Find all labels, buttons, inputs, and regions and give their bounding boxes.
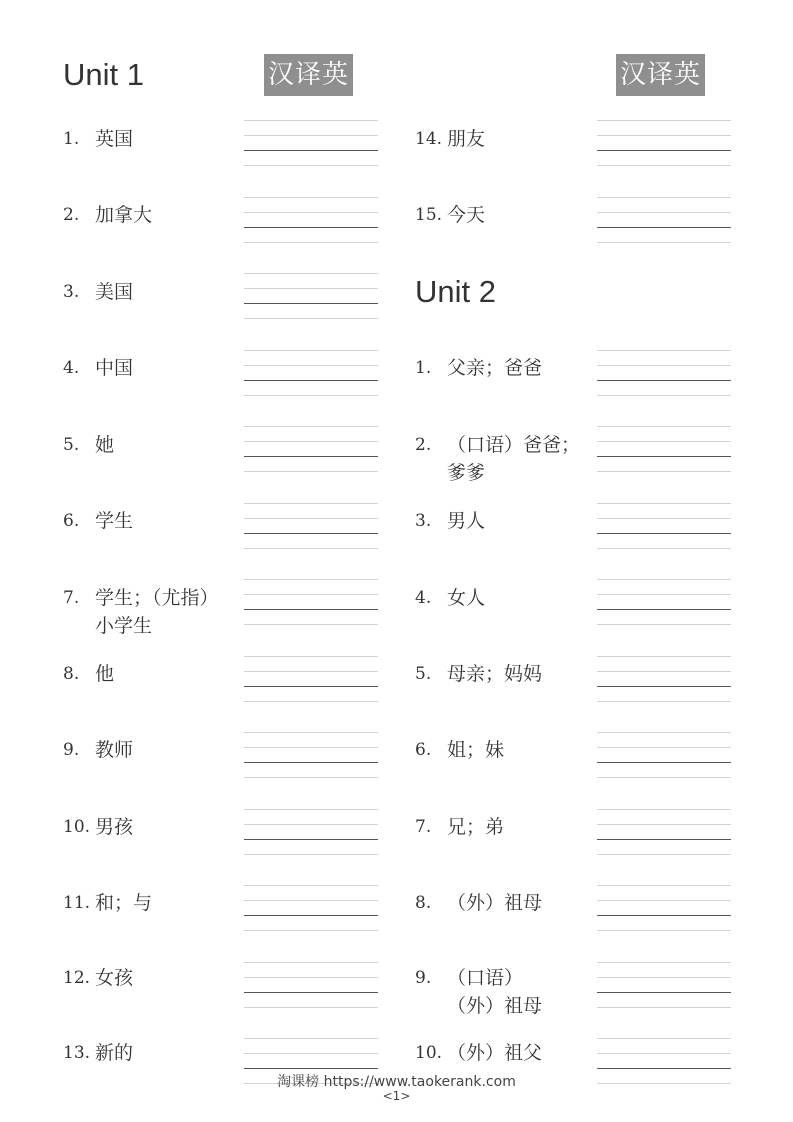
- answer-guide-line: [244, 686, 378, 687]
- item-number: 2.: [63, 205, 80, 225]
- answer-blank[interactable]: [597, 656, 731, 660]
- answer-guide-line: [597, 824, 731, 825]
- answer-guide-line: [597, 1053, 731, 1054]
- list-item: [415, 1039, 542, 1067]
- answer-guide-line: [244, 579, 378, 580]
- answer-guide-line: [244, 471, 378, 472]
- chinese-to-english-badge-left: 汉译英: [264, 54, 353, 96]
- answer-guide-line: [597, 212, 731, 213]
- item-number: 8.: [63, 664, 80, 684]
- answer-guide-line: [244, 518, 378, 519]
- answer-guide-line: [597, 747, 731, 748]
- answer-guide-line: [244, 212, 378, 213]
- answer-guide-line: [597, 594, 731, 595]
- answer-guide-line: [244, 885, 378, 886]
- list-item: [415, 201, 485, 229]
- list-item: [415, 964, 542, 1020]
- answer-guide-line: [597, 135, 731, 136]
- answer-guide-line: [597, 671, 731, 672]
- footer-watermark: 淘课榜 https://www.taokerank.com: [277, 1074, 516, 1090]
- answer-blank[interactable]: [244, 503, 378, 507]
- answer-guide-line: [244, 762, 378, 763]
- item-number: 6.: [63, 511, 80, 531]
- list-item: [415, 354, 542, 382]
- list-item: [63, 584, 219, 640]
- answer-guide-line: [244, 1007, 378, 1008]
- answer-blank[interactable]: [597, 579, 731, 583]
- item-chinese-text: 男人: [447, 510, 486, 532]
- item-chinese-text: 他: [95, 663, 115, 685]
- answer-guide-line: [244, 594, 378, 595]
- answer-guide-line: [597, 686, 731, 687]
- answer-guide-line: [244, 456, 378, 457]
- answer-blank[interactable]: [597, 1038, 731, 1042]
- item-chinese-text: 今天: [447, 204, 486, 226]
- list-item: [415, 889, 542, 917]
- answer-blank[interactable]: [597, 885, 731, 889]
- list-item: [415, 584, 485, 612]
- item-chinese-text: 父亲；爸爸: [447, 357, 543, 379]
- answer-blank[interactable]: [597, 197, 731, 201]
- list-item: [63, 201, 152, 229]
- answer-blank[interactable]: [597, 503, 731, 507]
- list-item: [63, 507, 133, 535]
- list-item: [415, 431, 580, 487]
- answer-guide-line: [244, 135, 378, 136]
- item-number: 11.: [63, 893, 91, 913]
- answer-guide-line: [244, 915, 378, 916]
- answer-guide-line: [597, 915, 731, 916]
- item-chinese-text: 兄；弟: [447, 816, 505, 838]
- list-item: [415, 125, 485, 153]
- answer-guide-line: [597, 809, 731, 810]
- answer-guide-line: [597, 227, 731, 228]
- answer-guide-line: [244, 962, 378, 963]
- item-chinese-text: 母亲；妈妈: [447, 663, 543, 685]
- item-chinese-text: 美国: [95, 281, 134, 303]
- answer-guide-line: [244, 227, 378, 228]
- item-number: 6.: [415, 740, 432, 760]
- answer-guide-line: [597, 900, 731, 901]
- item-number: 5.: [415, 664, 432, 684]
- answer-blank[interactable]: [244, 1038, 378, 1042]
- item-chinese-text: 加拿大: [95, 204, 153, 226]
- list-item: [63, 736, 133, 764]
- list-item: [63, 1039, 133, 1067]
- item-chinese-text: 教师: [95, 739, 134, 761]
- unit-2-title: Unit 2: [415, 274, 496, 309]
- item-number: 10.: [415, 1043, 443, 1063]
- answer-guide-line: [244, 900, 378, 901]
- chinese-to-english-badge-right: 汉译英: [616, 54, 705, 96]
- list-item: [415, 660, 542, 688]
- answer-guide-line: [597, 456, 731, 457]
- item-chinese-text: （口语） （外）祖母: [447, 967, 543, 1017]
- item-chinese-text: 女孩: [95, 967, 134, 989]
- answer-guide-line: [244, 150, 378, 151]
- answer-guide-line: [597, 441, 731, 442]
- answer-guide-line: [597, 579, 731, 580]
- answer-guide-line: [244, 930, 378, 931]
- answer-guide-line: [597, 197, 731, 198]
- answer-blank[interactable]: [244, 426, 378, 430]
- answer-guide-line: [597, 395, 731, 396]
- answer-guide-line: [244, 165, 378, 166]
- answer-guide-line: [597, 777, 731, 778]
- answer-guide-line: [244, 533, 378, 534]
- answer-guide-line: [244, 656, 378, 657]
- answer-guide-line: [597, 762, 731, 763]
- item-chinese-text: 她: [95, 434, 115, 456]
- item-chinese-text: 新的: [95, 1042, 134, 1064]
- answer-guide-line: [597, 624, 731, 625]
- item-chinese-text: 朋友: [447, 128, 486, 150]
- answer-guide-line: [597, 350, 731, 351]
- answer-blank[interactable]: [244, 656, 378, 660]
- answer-guide-line: [244, 318, 378, 319]
- list-item: [63, 278, 133, 306]
- list-item: [63, 660, 114, 688]
- answer-guide-line: [244, 977, 378, 978]
- answer-guide-line: [244, 120, 378, 121]
- answer-guide-line: [597, 885, 731, 886]
- item-number: 1.: [63, 129, 80, 149]
- answer-guide-line: [597, 1068, 731, 1069]
- answer-guide-line: [597, 150, 731, 151]
- answer-guide-line: [244, 992, 378, 993]
- answer-guide-line: [597, 701, 731, 702]
- item-number: 9.: [415, 968, 432, 988]
- list-item: [63, 964, 133, 992]
- answer-blank[interactable]: [244, 120, 378, 124]
- list-item: [63, 813, 133, 841]
- answer-guide-line: [597, 380, 731, 381]
- answer-guide-line: [244, 1053, 378, 1054]
- answer-blank[interactable]: [244, 350, 378, 354]
- item-number: 4.: [415, 588, 432, 608]
- answer-guide-line: [244, 441, 378, 442]
- answer-guide-line: [597, 656, 731, 657]
- answer-guide-line: [244, 197, 378, 198]
- answer-guide-line: [244, 839, 378, 840]
- answer-guide-line: [597, 854, 731, 855]
- answer-guide-line: [244, 365, 378, 366]
- item-chinese-text: （外）祖父: [447, 1042, 543, 1064]
- item-number: 2.: [415, 435, 432, 455]
- answer-guide-line: [244, 380, 378, 381]
- answer-guide-line: [244, 809, 378, 810]
- item-chinese-text: 男孩: [95, 816, 134, 838]
- list-item: [415, 736, 504, 764]
- answer-blank[interactable]: [597, 350, 731, 354]
- answer-guide-line: [244, 350, 378, 351]
- answer-guide-line: [597, 426, 731, 427]
- item-number: 1.: [415, 358, 432, 378]
- list-item: [63, 125, 133, 153]
- answer-guide-line: [597, 609, 731, 610]
- item-number: 4.: [63, 358, 80, 378]
- answer-blank[interactable]: [597, 120, 731, 124]
- item-number: 9.: [63, 740, 80, 760]
- item-number: 3.: [63, 282, 80, 302]
- answer-blank[interactable]: [244, 732, 378, 736]
- item-number: 15.: [415, 205, 443, 225]
- answer-guide-line: [244, 395, 378, 396]
- item-chinese-text: 和；与: [95, 892, 153, 914]
- answer-guide-line: [597, 548, 731, 549]
- list-item: [63, 889, 152, 917]
- answer-guide-line: [597, 471, 731, 472]
- answer-blank[interactable]: [244, 273, 378, 277]
- item-number: 7.: [415, 817, 432, 837]
- answer-guide-line: [597, 1038, 731, 1039]
- answer-guide-line: [244, 548, 378, 549]
- item-chinese-text: 学生；（尤指） 小学生: [95, 587, 219, 637]
- answer-guide-line: [244, 288, 378, 289]
- answer-blank[interactable]: [244, 809, 378, 813]
- item-number: 14.: [415, 129, 443, 149]
- list-item: [63, 431, 114, 459]
- list-item: [63, 354, 133, 382]
- answer-guide-line: [244, 609, 378, 610]
- item-chinese-text: （外）祖母: [447, 892, 543, 914]
- item-chinese-text: （口语）爸爸； 爹爹: [447, 434, 581, 484]
- answer-guide-line: [244, 242, 378, 243]
- item-number: 10.: [63, 817, 91, 837]
- list-item: [415, 507, 485, 535]
- answer-guide-line: [244, 732, 378, 733]
- answer-guide-line: [244, 273, 378, 274]
- answer-guide-line: [244, 824, 378, 825]
- item-chinese-text: 姐；妹: [447, 739, 505, 761]
- item-chinese-text: 学生: [95, 510, 134, 532]
- item-number: 8.: [415, 893, 432, 913]
- answer-guide-line: [597, 839, 731, 840]
- answer-guide-line: [597, 1007, 731, 1008]
- answer-guide-line: [597, 165, 731, 166]
- answer-blank[interactable]: [597, 426, 731, 430]
- answer-guide-line: [244, 671, 378, 672]
- answer-guide-line: [597, 503, 731, 504]
- answer-guide-line: [597, 365, 731, 366]
- answer-guide-line: [597, 930, 731, 931]
- answer-guide-line: [244, 1068, 378, 1069]
- answer-guide-line: [244, 503, 378, 504]
- answer-blank[interactable]: [244, 579, 378, 583]
- answer-guide-line: [244, 701, 378, 702]
- answer-guide-line: [244, 854, 378, 855]
- answer-guide-line: [597, 242, 731, 243]
- answer-guide-line: [597, 962, 731, 963]
- item-chinese-text: 女人: [447, 587, 486, 609]
- answer-guide-line: [597, 992, 731, 993]
- answer-guide-line: [244, 624, 378, 625]
- page-number: <1>: [382, 1089, 411, 1103]
- answer-blank[interactable]: [244, 962, 378, 966]
- answer-guide-line: [597, 977, 731, 978]
- answer-blank[interactable]: [597, 809, 731, 813]
- answer-guide-line: [244, 426, 378, 427]
- answer-blank[interactable]: [244, 885, 378, 889]
- answer-guide-line: [244, 1038, 378, 1039]
- answer-guide-line: [244, 777, 378, 778]
- answer-guide-line: [597, 120, 731, 121]
- item-chinese-text: 中国: [95, 357, 134, 379]
- answer-blank[interactable]: [597, 732, 731, 736]
- item-chinese-text: 英国: [95, 128, 134, 150]
- unit-1-title: Unit 1: [63, 57, 144, 92]
- answer-guide-line: [597, 533, 731, 534]
- answer-guide-line: [244, 303, 378, 304]
- list-item: [415, 813, 504, 841]
- item-number: 5.: [63, 435, 80, 455]
- item-number: 12.: [63, 968, 91, 988]
- answer-guide-line: [597, 518, 731, 519]
- answer-blank[interactable]: [597, 962, 731, 966]
- answer-guide-line: [597, 732, 731, 733]
- answer-guide-line: [244, 747, 378, 748]
- item-number: 3.: [415, 511, 432, 531]
- item-number: 7.: [63, 588, 80, 608]
- item-number: 13.: [63, 1043, 91, 1063]
- answer-blank[interactable]: [244, 197, 378, 201]
